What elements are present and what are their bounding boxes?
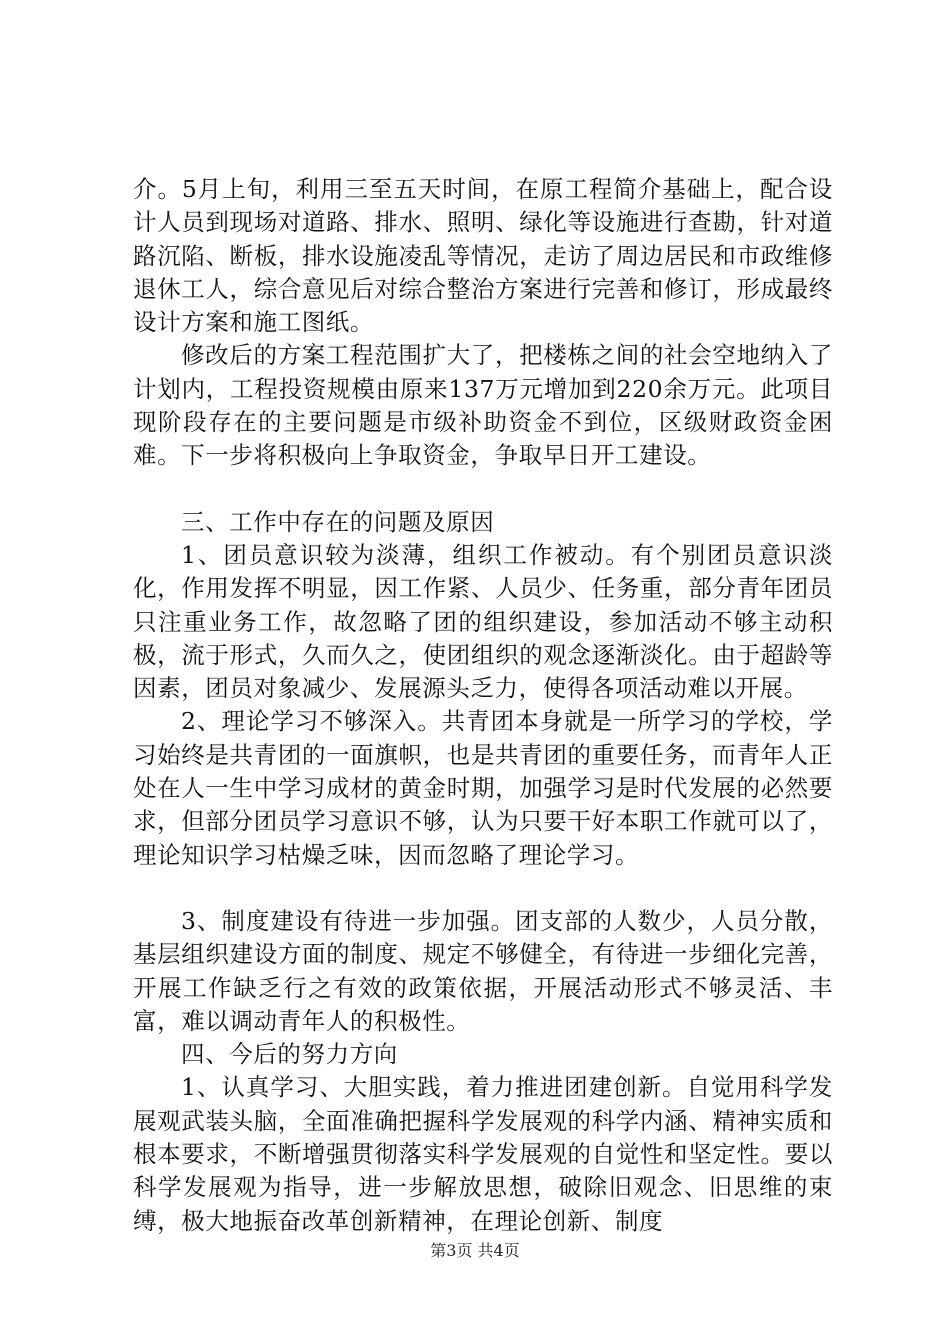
paragraph-problem-1: 1、团员意识较为淡薄，组织工作被动。有个别团员意识淡化，作用发挥不明显，因工作紧、人员少、任务重，部分青年团员只注重业务工作，故忽略了团的组织建设，参加活动不够主动积极，流于形式，久而久之，使团组织的观念逐渐淡化。由于超龄等因素，团员对象减少、发展源头乏力，使得各项活动难以开展。: [133, 540, 833, 703]
paragraph-continuation: 介。5月上旬，利用三至五天时间，在原工程简介基础上，配合设计人员到现场对道路、排水、照明、绿化等设施进行查勘，针对道路沉陷、断板，排水设施凌乱等情况，走访了周边居民和市政维修退休工人，综合意见后对综合整治方案进行完善和修订，形成最终设计方案和施工图纸。: [133, 175, 833, 337]
paragraph-project-revision: 修改后的方案工程范围扩大了，把楼栋之间的社会空地纳入了计划内，工程投资规模由原来137万元增加到220余万元。此项目现阶段存在的主要问题是市级补助资金不到位，区级财政资金困难。下一步将积极向上争取资金，争取早日开工建设。: [133, 341, 833, 470]
paragraph-direction-1: 1、认真学习、大胆实践，着力推进团建创新。自觉用科学发展观武装头脑，全面准确把握科学发展观的科学内涵、精神实质和根本要求，不断增强贯彻落实科学发展观的自觉性和坚定性。要以科学发展观为指导，进一步解放思想，破除旧观念、旧思维的束缚，极大地振奋改革创新精神，在理论创新、制度: [133, 1073, 833, 1235]
paragraph-gap: [133, 473, 833, 506]
section-heading-problems: 三、工作中存在的问题及原因: [181, 507, 495, 536]
paragraph-gap: [133, 872, 833, 905]
section-heading-direction: 四、今后的努力方向: [181, 1040, 398, 1069]
page-number-footer: 第3页 共4页: [430, 1241, 520, 1260]
paragraph-problem-2: 2、理论学习不够深入。共青团本身就是一所学习的学校，学习始终是共青团的一面旗帜，也是共青团的重要任务，而青年人正处在人一生中学习成材的黄金时期，加强学习是时代发展的必然要求，但部分团员学习意识不够，认为只要干好本职工作就可以了，理论知识学习枯燥乏味，因而忽略了理论学习。: [133, 707, 833, 869]
paragraph-problem-3: 3、制度建设有待进一步加强。团支部的人数少，人员分散，基层组织建设方面的制度、规定不够健全，有待进一步细化完善，开展工作缺乏行之有效的政策依据，开展活动形式不够灵活、丰富，难以调动青年人的积极性。: [133, 906, 833, 1035]
document-body: [133, 173, 833, 1238]
